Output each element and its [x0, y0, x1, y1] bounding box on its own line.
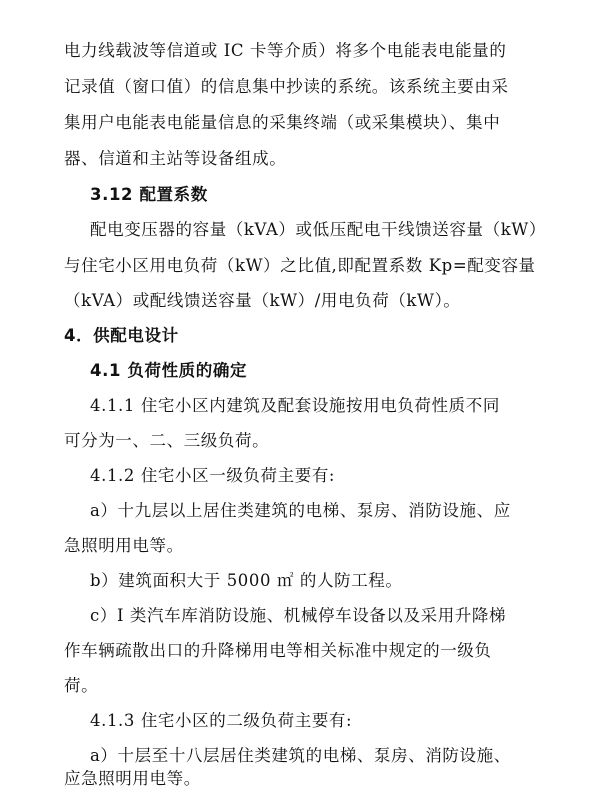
clause-line: 4.1.1 住宅小区内建筑及配套设施按用电负荷性质不同 [90, 396, 500, 415]
text-line: 应急照明用电等。 [64, 769, 201, 788]
section-heading: 4．供配电设计 [64, 326, 179, 345]
text-line: 集用户电能表电能量信息的采集终端（或采集模块）、集中 [64, 113, 501, 132]
text-line: 急照明用电等。 [64, 536, 184, 555]
text-line: 电力线载波等信道或 IC 卡等介质）将多个电能表电能量的 [64, 41, 507, 60]
list-item-line: a）十层至十八层居住类建筑的电梯、泵房、消防设施、 [90, 746, 511, 765]
clause-line: 4.1.3 住宅小区的二级负荷主要有: [90, 711, 353, 730]
clause-line: 4.1.2 住宅小区一级负荷主要有: [90, 466, 336, 485]
text-line: 作车辆疏散出口的升降梯用电等相关标准中规定的一级负 [64, 641, 492, 660]
text-line: 器、信道和主站等设备组成。 [64, 149, 287, 168]
text-line: 与住宅小区用电负荷（kW）之比值,即配置系数 Kp=配变容量 [64, 256, 536, 275]
section-heading: 3.12 配置系数 [90, 185, 208, 204]
text-line: 可分为一、二、三级负荷。 [64, 431, 270, 450]
text-line: （kVA）或配线馈送容量（kW）/用电负荷（kW）。 [64, 291, 461, 310]
text-line: 配电变压器的容量（kVA）或低压配电干线馈送容量（kW） [90, 220, 546, 239]
list-item-line: c）I 类汽车库消防设施、机械停车设备以及采用升降梯 [90, 606, 507, 625]
subsection-heading: 4.1 负荷性质的确定 [90, 361, 248, 380]
list-item-line: b）建筑面积大于 5000 ㎡ 的人防工程。 [90, 571, 403, 590]
text-line: 荷。 [64, 676, 99, 695]
list-item-line: a）十九层以上居住类建筑的电梯、泵房、消防设施、应 [90, 501, 511, 520]
text-line: 记录值（窗口值）的信息集中抄读的系统。该系统主要由采 [64, 77, 509, 96]
